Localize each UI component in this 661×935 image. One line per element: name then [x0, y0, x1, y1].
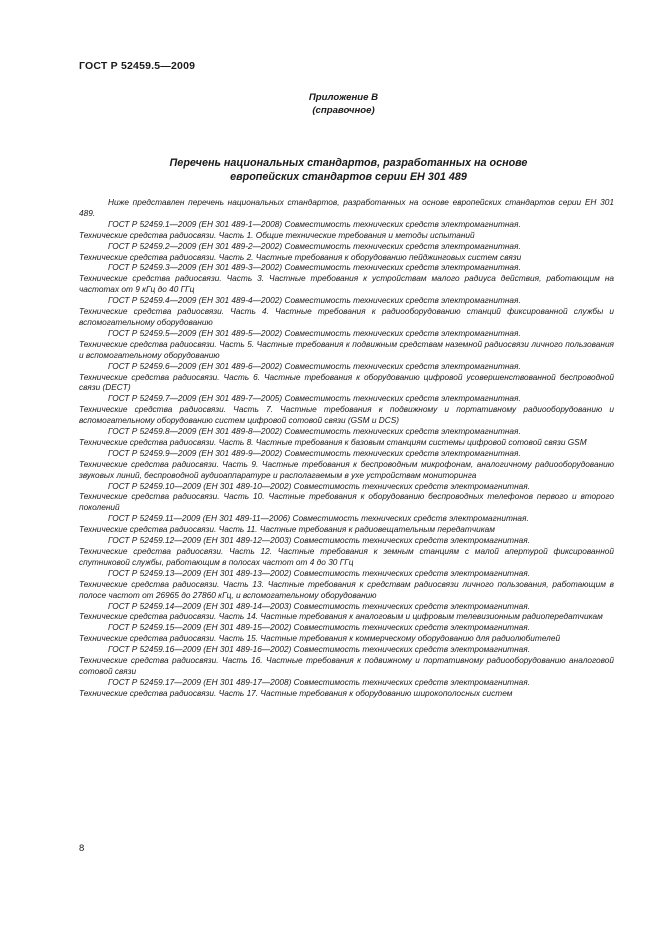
standard-entry-description: Технические средства радиосвязи. Часть 5. Частные требования к подвижным средствам наземной радиосвязи личного пользования и вспомогательному оборудованию [79, 338, 614, 360]
standards-entries [79, 219, 614, 699]
standard-entry-description: Технические средства радиосвязи. Часть 17. Частные требования к оборудованию широкополосных систем [79, 687, 513, 698]
standard-entry-description: Технические средства радиосвязи. Часть 12. Частные требования к земным станциям с малой апертурой фиксированной спутниковой службы, работающим в полосах частот от 4 до 30 ГГц [79, 546, 614, 567]
standard-entry [79, 535, 614, 568]
standard-entry [79, 448, 614, 481]
standard-entry [79, 568, 614, 601]
standard-entry-description: Технические средства радиосвязи. Часть 16. Частные требования к подвижному и портативному радиооборудованию аналоговой сотовой связи [79, 655, 614, 676]
standard-entry-heading: ГОСТ Р 52459.10—2009 (ЕН 301 489-10—2002) Совместимость технических средств электромагнитная. [108, 480, 531, 491]
standard-entry-heading: ГОСТ Р 52459.11—2009 (ЕН 301 489-11—2006) Совместимость технических средств электромагнитная. [108, 513, 529, 524]
standard-entry [79, 328, 614, 361]
standard-entry [79, 361, 614, 394]
standard-entry [79, 622, 614, 644]
standard-entry-description: Технические средства радиосвязи. Часть 4. Частные требования к радиооборудованию станций фиксированной службы и вспомогательному оборудованию [79, 306, 614, 327]
standard-entry [79, 644, 614, 677]
standard-entry-description: Технические средства радиосвязи. Часть 9. Частные требования к беспроводным микрофонам, аналогичному радиооборудованию звуковых линий, беспроводной аудиоаппаратуре и располагаемым в ухе устройствам мониторинга [79, 458, 614, 480]
section-title-line-1: Перечень национальных стандартов, разработанных на основе [169, 157, 528, 169]
standard-entry-heading: ГОСТ Р 52459.2—2009 (ЕН 301 489-2—2002) Совместимость технических средств электромагнитная. [108, 240, 521, 251]
standard-entry-heading: ГОСТ Р 52459.7—2009 (ЕН 301 489-7—2005) Совместимость технических средств электромагнитная. [108, 393, 521, 404]
standard-entry [79, 393, 614, 426]
standard-entry-description: Технические средства радиосвязи. Часть 1. Общие технические требования и методы испытаний [79, 229, 475, 240]
standard-entry-description: Технические средства радиосвязи. Часть 3. Частные требования к устройствам малого радиуса действия, работающим на частотах от 9 кГц до 40 ГГц [79, 273, 614, 295]
standard-entry-heading: ГОСТ Р 52459.15—2009 (ЕН 301 489-15—2002) Совместимость технических средств электромагнитная. [108, 622, 531, 633]
standard-entry-heading: ГОСТ Р 52459.5—2009 (ЕН 301 489-5—2002) Совместимость технических средств электромагнитная. [108, 327, 521, 338]
standard-entry [79, 481, 614, 514]
standard-entry-heading: ГОСТ Р 52459.3—2009 (ЕН 301 489-3—2002) Совместимость технических средств электромагнитная. [108, 262, 521, 273]
standard-entry-heading: ГОСТ Р 52459.14—2009 (ЕН 301 489-14—2003) Совместимость технических средств электромагнитная. [108, 600, 531, 611]
standard-entry [79, 262, 614, 295]
standard-entry [79, 677, 614, 699]
standard-entry [79, 295, 614, 328]
standard-entry [79, 219, 614, 241]
appendix-label: Приложение В [308, 92, 379, 103]
document-code-header: ГОСТ Р 52459.5—2009 [79, 60, 196, 72]
standard-entry-description: Технические средства радиосвязи. Часть 14. Частные требования к аналоговым и цифровым телевизионным радиопередатчикам [79, 611, 603, 622]
standard-entry-description: Технические средства радиосвязи. Часть 7. Частные требования к подвижному и портативному радиооборудованию и вспомогательному оборудованию систем цифровой сотовой связи (GSM и DCS) [79, 404, 614, 426]
standard-entry-description: Технические средства радиосвязи. Часть 13. Частные требования к средствам радиосвязи личного пользования, работающим в полосе частот от 26965 до 27860 кГц, и вспомогательному оборудованию [79, 578, 614, 600]
standard-entry [79, 513, 614, 535]
standard-entry-description: Технические средства радиосвязи. Часть 2. Частные требования к оборудованию пейджинговых систем связи [79, 251, 522, 262]
standard-entry-heading: ГОСТ Р 52459.9—2009 (ЕН 301 489-9—2002) Совместимость технических средств электромагнитная. [108, 447, 521, 458]
standard-entry-description: Технические средства радиосвязи. Часть 8. Частные требования к базовым станциям системы цифровой сотовой связи GSM [79, 436, 587, 447]
standard-entry-heading: ГОСТ Р 52459.1—2009 (ЕН 301 489-1—2008) Совместимость технических средств электромагнитная. [108, 218, 521, 229]
section-title [0, 157, 661, 184]
standard-entry-heading: ГОСТ Р 52459.17—2009 (ЕН 301 489-17—2008) Совместимость технических средств электромагнитная. [108, 676, 531, 687]
standard-entry-description: Технические средства радиосвязи. Часть 15. Частные требования к коммерческому оборудованию для радиолюбителей [79, 633, 561, 644]
standard-entry-heading: ГОСТ Р 52459.4—2009 (ЕН 301 489-4—2002) Совместимость технических средств электромагнитная. [108, 295, 521, 306]
appendix-note: (справочное) [312, 105, 375, 116]
standard-entry-heading: ГОСТ Р 52459.13—2009 (ЕН 301 489-13—2002) Совместимость технических средств электромагнитная. [108, 567, 531, 578]
appendix-heading [0, 91, 661, 117]
standard-entry-heading: ГОСТ Р 52459.6—2009 (ЕН 301 489-6—2002) Совместимость технических средств электромагнитная. [108, 360, 521, 371]
standard-entry [79, 601, 614, 623]
intro-paragraph: Ниже представлен перечень национальных стандартов, разработанных на основе европейских стандартов серии ЕН 301 489. [79, 197, 614, 218]
standard-entry [79, 241, 614, 263]
standard-entry-heading: ГОСТ Р 52459.12—2009 (ЕН 301 489-12—2003) Совместимость технических средств электромагнитная. [108, 535, 531, 546]
section-title-line-2: европейских стандартов серии ЕН 301 489 [230, 170, 467, 183]
standards-list [79, 197, 614, 699]
standard-entry [79, 426, 614, 448]
standard-entry-description: Технические средства радиосвязи. Часть 6. Частные требования к оборудованию цифровой усовершенствованной беспроводной связи (DECT) [79, 371, 614, 393]
standard-entry-heading: ГОСТ Р 52459.16—2009 (ЕН 301 489-16—2002) Совместимость технических средств электромагнитная. [108, 644, 531, 655]
standard-entry-description: Технические средства радиосвязи. Часть 10. Частные требования к оборудованию беспроводных телефонов первого и второго поколений [79, 491, 614, 513]
standard-entry-heading: ГОСТ Р 52459.8—2009 (ЕН 301 489-8—2002) Совместимость технических средств электромагнитная. [108, 426, 521, 437]
page-number: 8 [79, 843, 85, 854]
standard-entry-description: Технические средства радиосвязи. Часть 11. Частные требования к радиовещательным передатчикам [79, 524, 495, 535]
